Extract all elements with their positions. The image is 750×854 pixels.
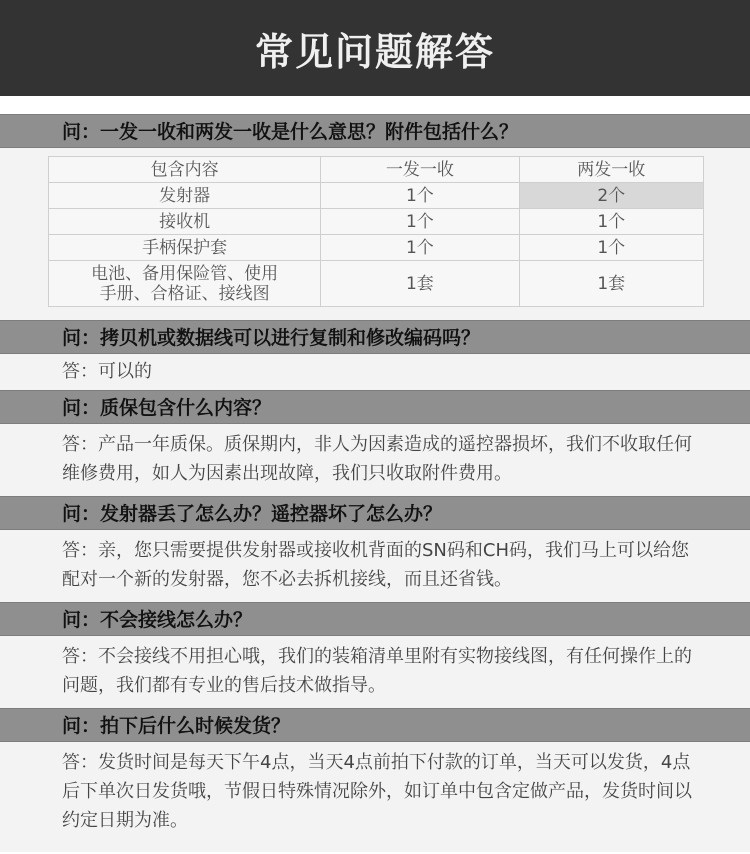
comparison-table-section xyxy=(0,148,750,320)
table-cell: 1个 xyxy=(519,209,703,235)
table-cell: 1个 xyxy=(321,235,519,261)
faq-question-4: 问：发射器丢了怎么办？遥控器坏了怎么办？ xyxy=(0,496,750,530)
faq-question-3: 问：质保包含什么内容？ xyxy=(0,390,750,424)
faq-answer-3: 答：产品一年质保。质保期内，非人为因素造成的遥控器损坏，我们不收取任何维修费用，如人为因素出现故障，我们只收取附件费用。 xyxy=(0,424,750,496)
faq-question-1: 问：一发一收和两发一收是什么意思？附件包括什么？ xyxy=(0,114,750,148)
comparison-table xyxy=(48,156,704,307)
table-header-row xyxy=(49,157,704,183)
table-cell: 手柄保护套 xyxy=(49,235,321,261)
page-header xyxy=(0,0,750,96)
faq-answer-5: 答：不会接线不用担心哦，我们的装箱清单里附有实物接线图，有任何操作上的问题，我们都有专业的售后技术做指导。 xyxy=(0,636,750,708)
faq-question-2: 问：拷贝机或数据线可以进行复制和修改编码吗？ xyxy=(0,320,750,354)
table-row xyxy=(49,261,704,307)
table-cell-line: 手册、合格证、接线图 xyxy=(99,283,270,304)
faq-answer-2: 答：可以的 xyxy=(0,354,750,390)
header-spacer xyxy=(0,96,750,114)
table-header-cell: 包含内容 xyxy=(49,157,321,183)
table-cell: 1套 xyxy=(519,261,703,307)
table-cell: 接收机 xyxy=(49,209,321,235)
faq-answer-6: 答：发货时间是每天下午4点，当天4点前拍下付款的订单，当天可以发货，4点后下单次日发货哦，节假日特殊情况除外，如订单中包含定做产品，发货时间以约定日期为准。 xyxy=(0,742,750,852)
table-cell-multiline xyxy=(49,261,321,307)
faq-question-5: 问：不会接线怎么办？ xyxy=(0,602,750,636)
table-cell-line: 电池、备用保险管、使用 xyxy=(91,263,279,284)
table-cell: 1套 xyxy=(321,261,519,307)
page-title: 常见问题解答 xyxy=(254,29,495,74)
table-cell-highlighted: 2个 xyxy=(519,183,703,209)
table-cell: 1个 xyxy=(321,209,519,235)
table-cell: 发射器 xyxy=(49,183,321,209)
table-cell: 1个 xyxy=(519,235,703,261)
table-header-cell: 一发一收 xyxy=(321,157,519,183)
faq-answer-4: 答：亲，您只需要提供发射器或接收机背面的SN码和CH码，我们马上可以给您配对一个新的发射器，您不必去拆机接线，而且还省钱。 xyxy=(0,530,750,602)
table-header-cell: 两发一收 xyxy=(519,157,703,183)
table-cell: 1个 xyxy=(321,183,519,209)
table-row xyxy=(49,183,704,209)
faq-question-6: 问：拍下后什么时候发货？ xyxy=(0,708,750,742)
table-row xyxy=(49,235,704,261)
table-row xyxy=(49,209,704,235)
